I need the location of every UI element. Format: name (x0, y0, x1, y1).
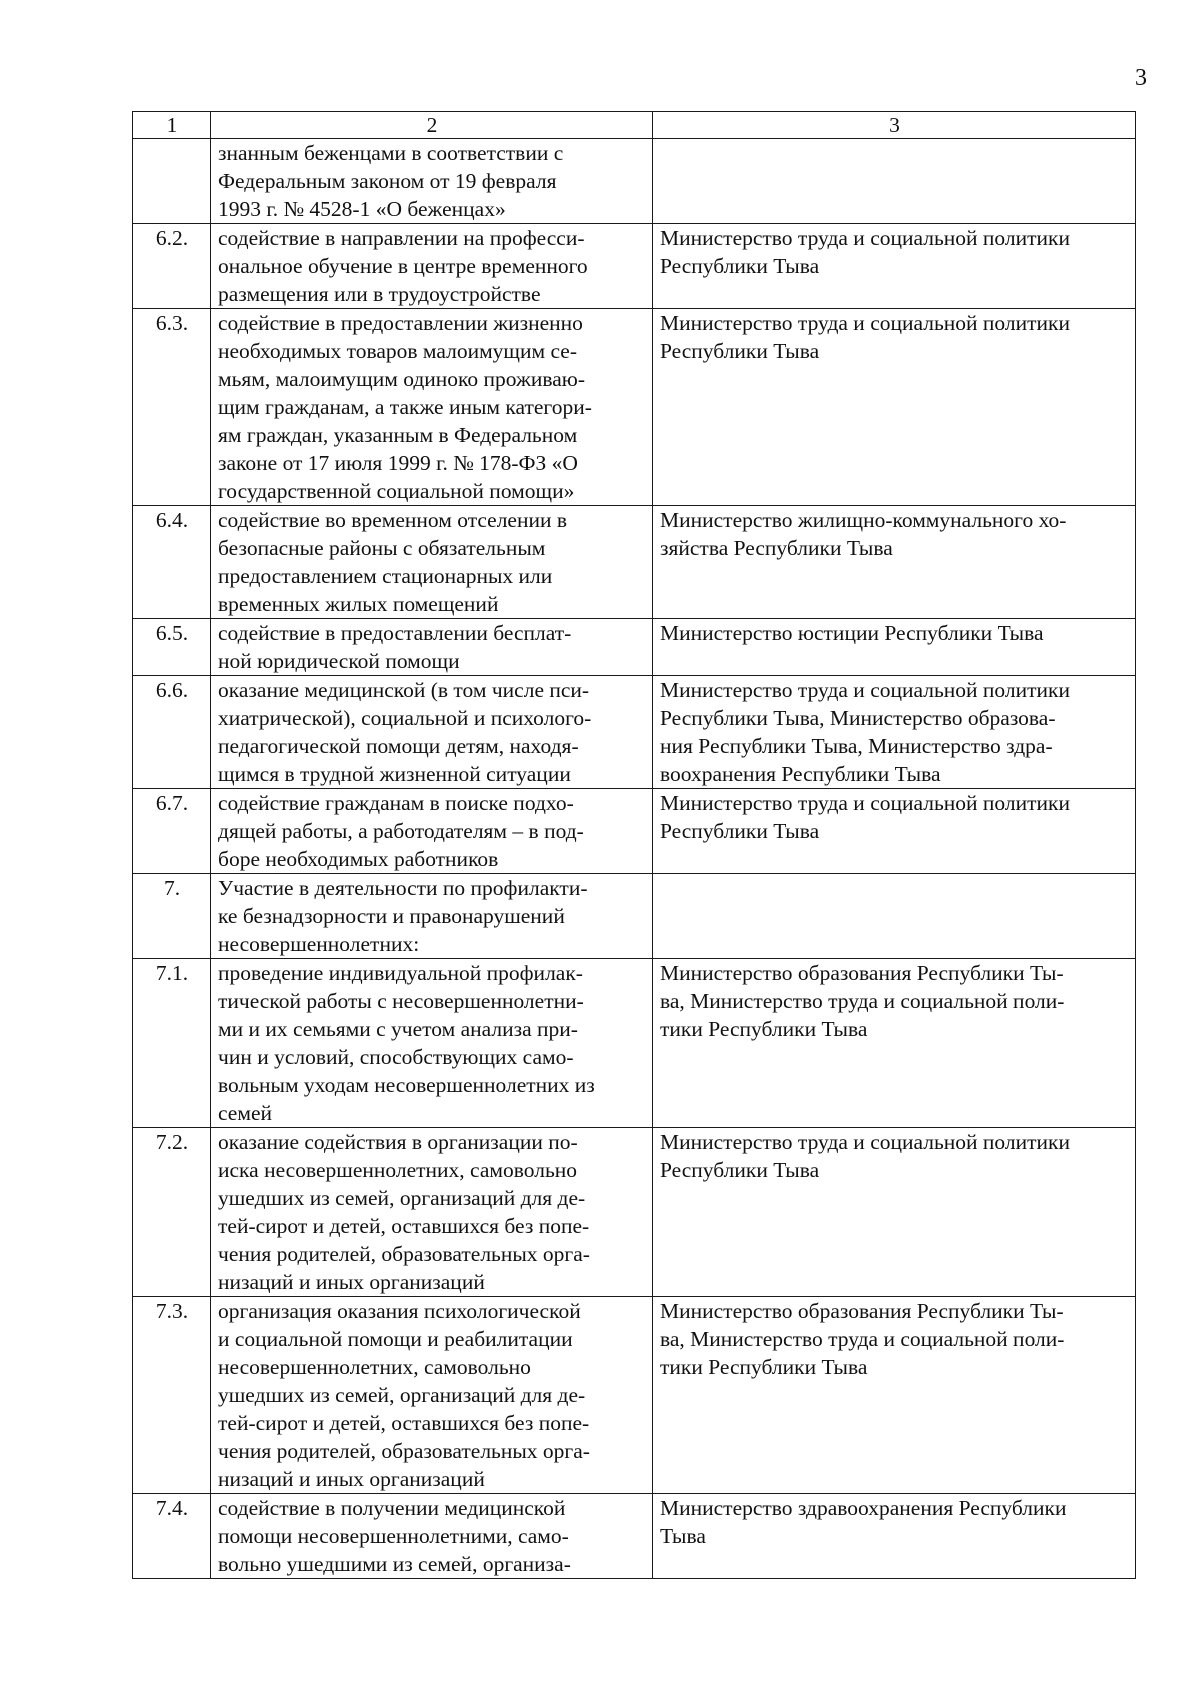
measure-description: содействие в предоставлении жизненно необходимых товаров малоимущим се- мьям, малоимущим одиноко проживаю- щим гражданам, а также иным категори- ям граждан, указанным в Федеральном законе от 17 июля 1999 г. № 178-ФЗ «О государственной социальной помощи» (211, 309, 653, 506)
table-row (133, 1297, 1136, 1494)
column-header-number: 1 (133, 112, 211, 139)
measure-description: оказание медицинской (в том числе пси- хиатрической), социальной и психолого- педагогической помощи детям, находя- щимся в трудной жизненной ситуации (211, 676, 653, 789)
row-number: 6.5. (133, 619, 211, 676)
row-number: 7.3. (133, 1297, 211, 1494)
responsible-agency: Министерство труда и социальной политики Республики Тыва (653, 309, 1136, 506)
responsible-agency: Министерство труда и социальной политики Республики Тыва (653, 1128, 1136, 1297)
responsible-agency: Министерство образования Республики Ты- ва, Министерство труда и социальной поли- тики Республики Тыва (653, 959, 1136, 1128)
row-number: 7.1. (133, 959, 211, 1128)
table-row (133, 874, 1136, 959)
responsible-agency (653, 874, 1136, 959)
measure-description: Участие в деятельности по профилакти- ке безнадзорности и правонарушений несовершеннолетних: (211, 874, 653, 959)
responsible-agency: Министерство здравоохранения Республики Тыва (653, 1494, 1136, 1579)
table-row (133, 224, 1136, 309)
table-row (133, 789, 1136, 874)
measures-table (132, 111, 1136, 1579)
measure-description: содействие в предоставлении бесплат- ной юридической помощи (211, 619, 653, 676)
measure-description: оказание содействия в организации по- иска несовершеннолетних, самовольно ушедших из семей, организаций для де- тей-сирот и детей, оставшихся без попе- чения родителей, образовательных орга- низаций и иных организаций (211, 1128, 653, 1297)
responsible-agency (653, 139, 1136, 224)
table-row (133, 139, 1136, 224)
row-number: 6.3. (133, 309, 211, 506)
responsible-agency: Министерство труда и социальной политики Республики Тыва (653, 224, 1136, 309)
measure-description: содействие гражданам в поиске подхо- дящей работы, а работодателям – в под- боре необходимых работников (211, 789, 653, 874)
measure-description: содействие во временном отселении в безопасные районы с обязательным предоставлением стационарных или временных жилых помещений (211, 506, 653, 619)
measure-description: содействие в направлении на професси- ональное обучение в центре временного размещения или в трудоустройстве (211, 224, 653, 309)
measure-description: организация оказания психологической и социальной помощи и реабилитации несовершеннолетних, самовольно ушедших из семей, организаций для де- тей-сирот и детей, оставшихся без попе- чения родителей, образовательных орга- низаций и иных организаций (211, 1297, 653, 1494)
row-number: 7.4. (133, 1494, 211, 1579)
row-number: 7.2. (133, 1128, 211, 1297)
table-row (133, 309, 1136, 506)
table-row (133, 676, 1136, 789)
measure-description: проведение индивидуальной профилак- тической работы с несовершеннолетни- ми и их семьями с учетом анализа при- чин и условий, способствующих само- вольным уходам несовершеннолетних из семей (211, 959, 653, 1128)
row-number: 6.7. (133, 789, 211, 874)
measure-description: знанным беженцами в соответствии с Федеральным законом от 19 февраля 1993 г. № 4528-1 «О беженцах» (211, 139, 653, 224)
row-number (133, 139, 211, 224)
table-body (133, 139, 1136, 1579)
row-number: 6.4. (133, 506, 211, 619)
table-row (133, 1128, 1136, 1297)
row-number: 6.6. (133, 676, 211, 789)
column-header-measure: 2 (211, 112, 653, 139)
table-row (133, 959, 1136, 1128)
row-number: 6.2. (133, 224, 211, 309)
table-row (133, 1494, 1136, 1579)
responsible-agency: Министерство труда и социальной политики Республики Тыва, Министерство образова- ния Республики Тыва, Министерство здра- воохранения Республики Тыва (653, 676, 1136, 789)
measure-description: содействие в получении медицинской помощи несовершеннолетними, само- вольно ушедшими из семей, организа- (211, 1494, 653, 1579)
table-header-row (133, 112, 1136, 139)
table-row (133, 619, 1136, 676)
row-number: 7. (133, 874, 211, 959)
table-row (133, 506, 1136, 619)
responsible-agency: Министерство юстиции Республики Тыва (653, 619, 1136, 676)
responsible-agency: Министерство труда и социальной политики Республики Тыва (653, 789, 1136, 874)
responsible-agency: Министерство образования Республики Ты- ва, Министерство труда и социальной поли- тики Республики Тыва (653, 1297, 1136, 1494)
responsible-agency: Министерство жилищно-коммунального хо- зяйства Республики Тыва (653, 506, 1136, 619)
page-number: 3 (1135, 65, 1147, 91)
column-header-responsible: 3 (653, 112, 1136, 139)
